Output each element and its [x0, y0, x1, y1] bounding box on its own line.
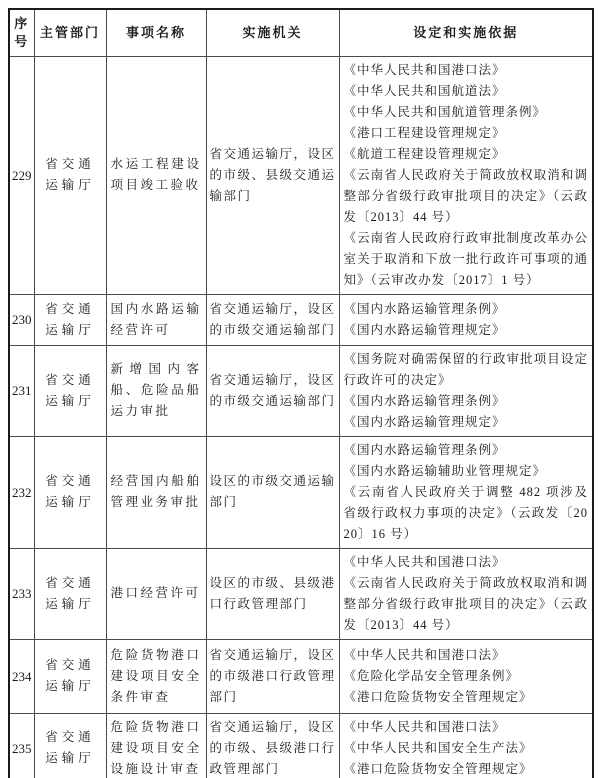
basis-entry: 《国内水路运输辅助业管理规定》	[343, 463, 547, 478]
department-cell: 省交通运输厅	[34, 436, 106, 548]
basis-entry: 《中华人民共和国航道管理条例》	[343, 104, 547, 119]
column-header-agency: 实施机关	[206, 9, 339, 56]
agency-cell: 省交通运输厅，设区的市级港口行政管理部门	[206, 639, 339, 713]
row-number-cell: 233	[9, 548, 34, 639]
basis-entry: 《中华人民共和国港口法》	[343, 554, 506, 569]
agency-cell: 设区的市级、县级港口行政管理部门	[206, 548, 339, 639]
table-row	[9, 713, 593, 778]
agency-cell: 设区的市级交通运输部门	[206, 436, 339, 548]
basis-cell	[339, 713, 593, 778]
department-cell: 省交通运输厅	[34, 56, 106, 294]
basis-entry: 《航道工程建设管理规定》	[343, 146, 506, 161]
column-header-serial-number: 序号	[9, 9, 34, 56]
basis-entry: 《云南省人民政府关于简政放权取消和调整部分省级行政审批项目的决定》（云政发〔2013〕44 号）	[343, 167, 588, 224]
item-name-cell: 经营国内船舶管理业务审批	[106, 436, 206, 548]
department-cell: 省交通运输厅	[34, 639, 106, 713]
basis-cell	[339, 294, 593, 345]
item-name-cell: 危险货物港口建设项目安全条件审查	[106, 639, 206, 713]
row-number-cell: 230	[9, 294, 34, 345]
basis-cell	[339, 345, 593, 436]
table-row	[9, 639, 593, 713]
basis-entry: 《国内水路运输管理条例》	[343, 393, 506, 408]
agency-cell: 省交通运输厅，设区的市级、县级港口行政管理部门	[206, 713, 339, 778]
basis-entry: 《云南省人民政府行政审批制度改革办公室关于取消和下放一批行政许可事项的通知》（云审改办发〔2017〕1 号）	[343, 230, 588, 287]
basis-cell	[339, 548, 593, 639]
basis-entry: 《国内水路运输管理条例》	[343, 301, 506, 316]
item-name-cell: 新增国内客船、危险品船运力审批	[106, 345, 206, 436]
item-name-cell: 水运工程建设项目竣工验收	[106, 56, 206, 294]
basis-entry: 《中华人民共和国航道法》	[343, 83, 506, 98]
row-number-cell: 229	[9, 56, 34, 294]
table-row	[9, 345, 593, 436]
administrative-items-table	[8, 8, 594, 778]
item-name-cell: 危险货物港口建设项目安全设施设计审查	[106, 713, 206, 778]
table-row	[9, 294, 593, 345]
column-header-department: 主管部门	[34, 9, 106, 56]
basis-entry: 《国内水路运输管理规定》	[343, 322, 506, 337]
basis-cell	[339, 436, 593, 548]
basis-cell	[339, 639, 593, 713]
table-row	[9, 548, 593, 639]
department-cell: 省交通运输厅	[34, 345, 106, 436]
basis-entry: 《云南省人民政府关于调整 482 项涉及省级行政权力事项的决定》（云政发〔2020〕16 号）	[343, 484, 588, 541]
basis-entry: 《港口危险货物安全管理规定》	[343, 761, 533, 776]
agency-cell: 省交通运输厅，设区的市级、县级交通运输部门	[206, 56, 339, 294]
basis-entry: 《云南省人民政府关于简政放权取消和调整部分省级行政审批项目的决定》（云政发〔2013〕44 号）	[343, 575, 588, 632]
basis-entry: 《中华人民共和国港口法》	[343, 647, 506, 662]
table-row	[9, 436, 593, 548]
basis-entry: 《中华人民共和国港口法》	[343, 62, 506, 77]
basis-entry: 《国内水路运输管理条例》	[343, 442, 506, 457]
row-number-cell: 234	[9, 639, 34, 713]
column-header-item-name: 事项名称	[106, 9, 206, 56]
item-name-cell: 国内水路运输经营许可	[106, 294, 206, 345]
basis-entry: 《中华人民共和国港口法》	[343, 719, 506, 734]
table-body	[9, 56, 593, 778]
department-cell: 省交通运输厅	[34, 713, 106, 778]
item-name-cell: 港口经营许可	[106, 548, 206, 639]
agency-cell: 省交通运输厅，设区的市级交通运输部门	[206, 345, 339, 436]
table-row	[9, 56, 593, 294]
basis-entry: 《国内水路运输管理规定》	[343, 414, 506, 429]
basis-entry: 《港口工程建设管理规定》	[343, 125, 506, 140]
agency-cell: 省交通运输厅，设区的市级交通运输部门	[206, 294, 339, 345]
row-number-cell: 235	[9, 713, 34, 778]
department-cell: 省交通运输厅	[34, 548, 106, 639]
row-number-cell: 231	[9, 345, 34, 436]
basis-entry: 《国务院对确需保留的行政审批项目设定行政许可的决定》	[343, 351, 588, 387]
row-number-cell: 232	[9, 436, 34, 548]
header-row	[9, 9, 593, 56]
department-cell: 省交通运输厅	[34, 294, 106, 345]
basis-entry: 《港口危险货物安全管理规定》	[343, 689, 533, 704]
basis-entry: 《中华人民共和国安全生产法》	[343, 740, 533, 755]
basis-cell	[339, 56, 593, 294]
column-header-basis: 设定和实施依据	[339, 9, 593, 56]
basis-entry: 《危险化学品安全管理条例》	[343, 668, 520, 683]
